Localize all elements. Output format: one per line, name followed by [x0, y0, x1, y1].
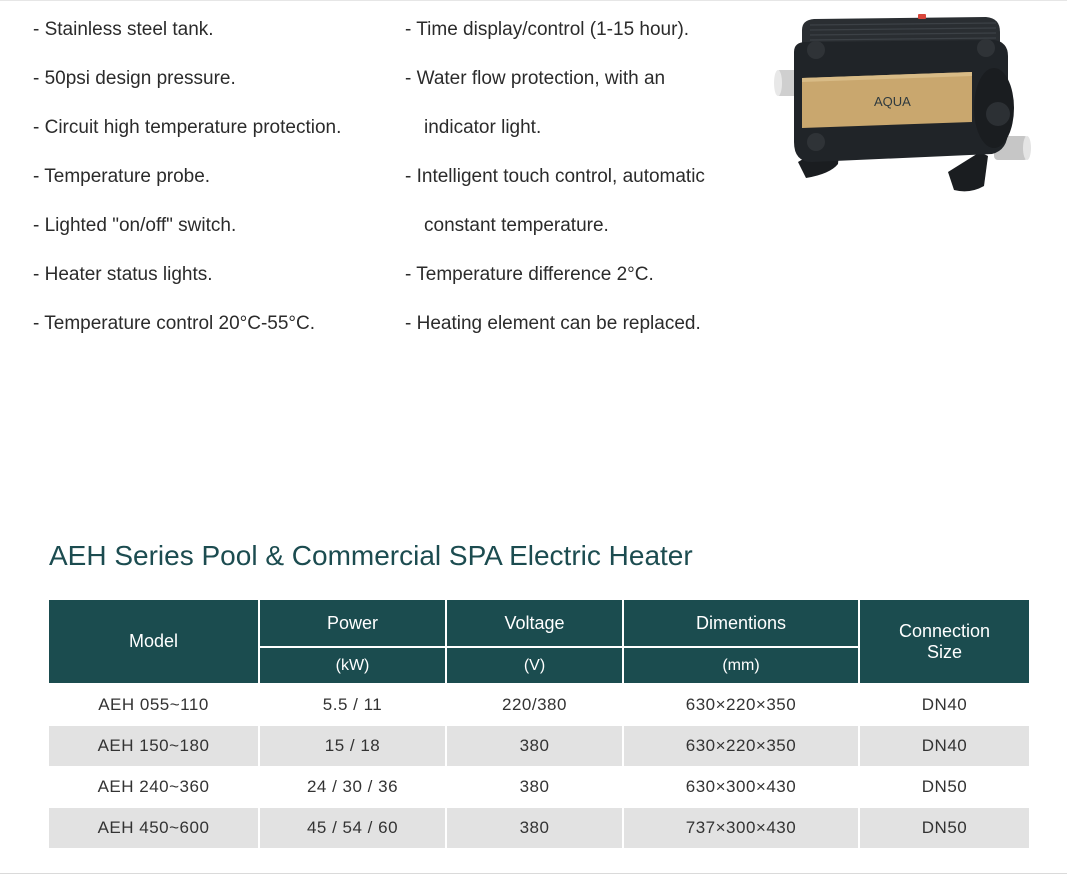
- cell-power: 24 / 30 / 36: [259, 767, 446, 808]
- table-row: [49, 684, 1029, 726]
- cell-connection: DN40: [859, 684, 1029, 726]
- cell-voltage: 380: [446, 767, 623, 808]
- feature-item-continuation: constant temperature.: [424, 215, 609, 236]
- cell-power: 5.5 / 11: [259, 684, 446, 726]
- end-cap-knob: [986, 102, 1010, 126]
- brand-logo: AQUA: [874, 94, 911, 109]
- table-row: [49, 767, 1029, 808]
- header-dimensions-unit: (mm): [623, 647, 859, 684]
- header-voltage: Voltage: [446, 600, 623, 647]
- spec-table: [49, 600, 1029, 849]
- feature-item: - Stainless steel tank.: [33, 19, 214, 40]
- cell-model: AEH 150~180: [49, 726, 259, 767]
- header-power: Power: [259, 600, 446, 647]
- feature-item: - Temperature difference 2°C.: [405, 264, 654, 285]
- feature-item: - Temperature control 20°C-55°C.: [33, 313, 316, 334]
- header-voltage-unit: (V): [446, 647, 623, 684]
- cell-model: AEH 450~600: [49, 808, 259, 849]
- feature-item: - Water flow protection, with an: [405, 68, 666, 89]
- feature-item-continuation: indicator light.: [424, 117, 542, 138]
- header-model: Model: [49, 600, 259, 684]
- heater-foot: [948, 152, 988, 191]
- heater-product-image: [772, 12, 1034, 202]
- cell-dimensions: 737×300×430: [623, 808, 859, 849]
- cell-dimensions: 630×220×350: [623, 684, 859, 726]
- feature-item: - Circuit high temperature protection.: [33, 117, 342, 138]
- header-connection-line2: Size: [926, 641, 962, 662]
- header-connection-size: [859, 600, 1029, 684]
- cell-model: AEH 055~110: [49, 684, 259, 726]
- feature-item: - 50psi design pressure.: [33, 68, 236, 89]
- feature-item: - Time display/control (1-15 hour).: [405, 19, 690, 40]
- header-power-unit: (kW): [259, 647, 446, 684]
- cell-voltage: 380: [446, 726, 623, 767]
- feature-item: - Heating element can be replaced.: [405, 313, 701, 334]
- feature-item: - Temperature probe.: [33, 166, 211, 187]
- header-connection-line1: Connection: [898, 620, 991, 641]
- feature-item: - Heater status lights.: [33, 264, 213, 285]
- table-row: [49, 808, 1029, 849]
- indicator-light: [918, 14, 926, 19]
- cell-power: 45 / 54 / 60: [259, 808, 446, 849]
- top-divider: [0, 0, 1067, 1]
- page-title: AEH Series Pool & Commercial SPA Electric Heater: [49, 540, 693, 571]
- feature-list-right: [405, 5, 705, 348]
- cell-connection: DN50: [859, 808, 1029, 849]
- cell-dimensions: 630×220×350: [623, 726, 859, 767]
- cell-voltage: 220/380: [446, 684, 623, 726]
- cell-voltage: 380: [446, 808, 623, 849]
- header-dimensions: Dimentions: [623, 600, 859, 647]
- cell-power: 15 / 18: [259, 726, 446, 767]
- feature-item: - Lighted "on/off" switch.: [33, 215, 237, 236]
- feature-item: - Intelligent touch control, automatic: [405, 166, 705, 187]
- cell-connection: DN40: [859, 726, 1029, 767]
- cell-model: AEH 240~360: [49, 767, 259, 808]
- feature-list-left: [33, 5, 341, 348]
- bottom-divider: [0, 873, 1067, 874]
- cell-connection: DN50: [859, 767, 1029, 808]
- table-row: [49, 726, 1029, 767]
- cell-dimensions: 630×300×430: [623, 767, 859, 808]
